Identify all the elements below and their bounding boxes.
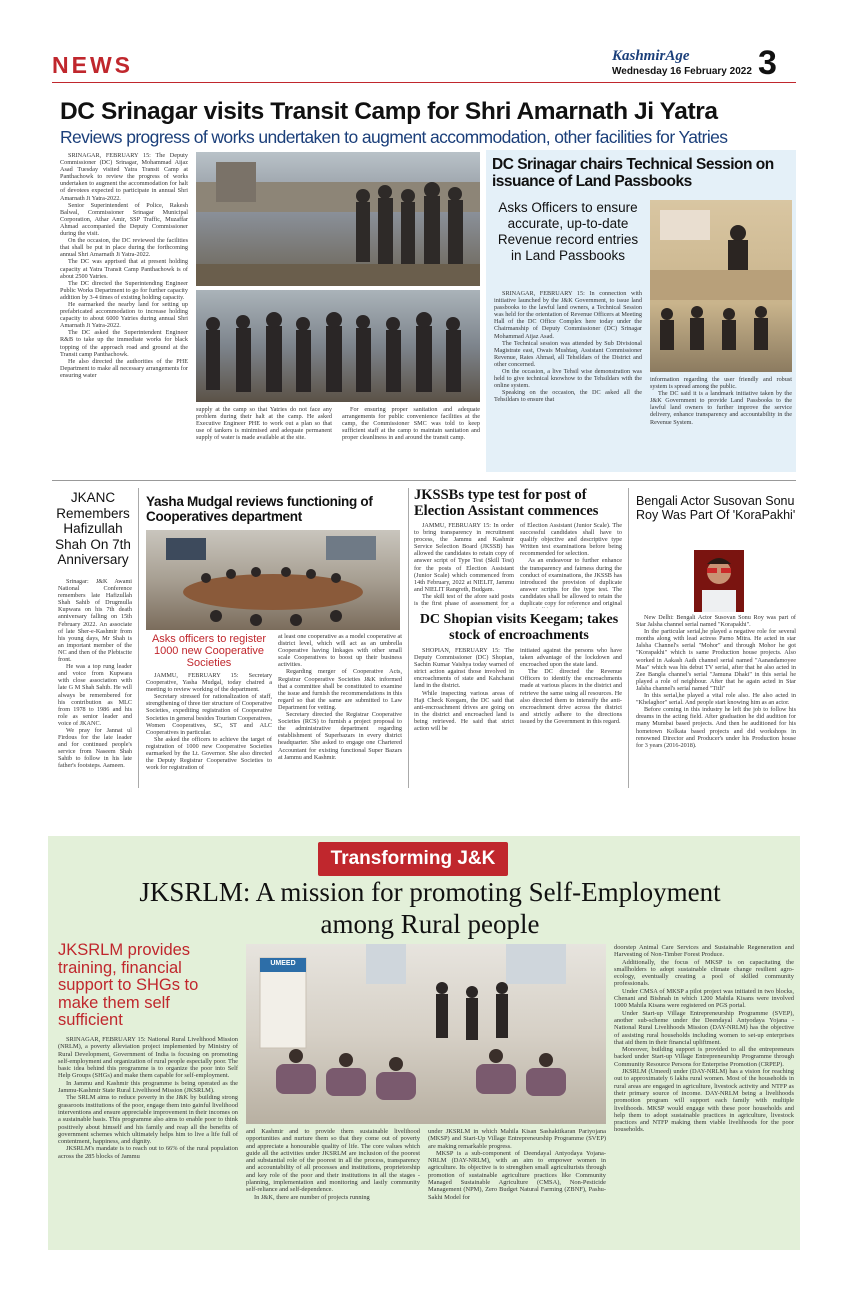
paragraph: In J&K, there are number of projects running bbox=[254, 1193, 370, 1201]
lead-subheadline: Reviews progress of works undertaken to augment accommodation, other facilities for Yatries bbox=[60, 127, 728, 147]
group-silhouettes bbox=[196, 152, 480, 286]
shg-training-photo bbox=[246, 944, 606, 1124]
umeed-banner-sign: UMEED bbox=[270, 960, 296, 967]
paragraph: The Technical session was attended by Sub Divisional Magistrate east, Owais Mushtaq, Assistant Commissioner Revenue, Raies Ahmad, all Tehsildars of the District and other concerned. bbox=[494, 339, 642, 368]
jksrlm-column-1 bbox=[58, 1036, 238, 1244]
paper-logo: KashmirAge bbox=[612, 48, 690, 64]
paragraph: The SRLM aims to reduce poverty in the J&K by building strong grassroots institutions of the poor, engage them into gainful livelihood interventions and ensure appreciable improvement in their incomes on a sustainable basis. This programme also aims to enable poor to think positively about himself and his family and reap all the benefits of government schemes which ultimately helps him to live a life full of contentment, happiness, and dignity. bbox=[58, 1094, 238, 1146]
paragraph: The DC was apprised that at present holding capacity at Yatra Transit Camp Panthachowk is of about 2500 Yatries. bbox=[60, 258, 188, 280]
paragraph: Additionally, the focus of MKSP is on capacitating the smallholders to adopt sustainable climate change resilient agro-ecology, eventually creating a pool of skilled community professionals. bbox=[614, 958, 794, 988]
paragraph: Secretary stressed for rationalization of staff, strengthening of three tier structure of Cooperative Societies, expediting registration of Cooperative Societies in general besides Tourism Cooperatives, Women Cooperatives, SC, ST and ALC Cooperatives in particular. bbox=[146, 693, 272, 736]
section-divider bbox=[52, 480, 796, 481]
paragraph: doorstep Animal Care Services and Sustainable Regeneration and Harvesting of Non-Timber Forest Produce. bbox=[614, 944, 794, 959]
paragraph: He was a top rung leader and voice from Kupwara with close association with late G M Shah Sahib. He will always be remembered for his contribution as MLC from 1978 to 1986 and his role as senior leader and voice of JKANC. bbox=[58, 663, 132, 727]
paragraph: information regarding the user friendly and robust system is spread among the public. bbox=[650, 376, 792, 391]
paragraph: JKSRLM (Umeed) under (DAY-NRLM) has a vision for reaching out to approximately 6 lakhs rural women. Most of the households in rural areas are engaged in agriculture, livestock activity and NTFP as their primary source of income. DAY-NRLM being a livelihoods promotion program will support each family with multiple livelihoods. MKSP would engage with these poor households and help them to adopt sustainable practices in agriculture, livestock practices and NTFP making them viable livelihoods for the poor households. bbox=[614, 1068, 794, 1134]
paragraph: at least one cooperative as a model cooperative at district level, which will act as an umbrella Cooperative having linkages with other small scale Cooperatives to boost up their business activities. bbox=[278, 633, 402, 669]
masthead-rule bbox=[52, 82, 796, 83]
paragraph: The skill test of the afore said posts is the first phase of assessment for a bbox=[414, 592, 514, 608]
jkssb-headline: JKSSBs type test for post of Election Assistant commences bbox=[414, 487, 599, 519]
jkssb-column-1 bbox=[414, 522, 514, 608]
paragraph: Under Start-up Village Entrepreneurship Programme (SVEP), another sub-scheme under the Deendayal Antyodaya Yojana - National Rural Livelihoods Mission (DAY-NRLM) has the objective of assisting rural households including women to set-up enterprises that aid them in their financial upliftment. bbox=[614, 1009, 794, 1046]
lead-column-1 bbox=[60, 152, 188, 470]
yasha-deck: Asks officers to register 1000 new Cooperative Societies bbox=[151, 633, 267, 669]
lead-column-3 bbox=[342, 406, 480, 470]
paragraph: For ensuring proper sanitation and adequate arrangements for public convenience facilities at the camp, the Commissioner SMC was told to keep sufficient staff at the camp to maintain sanitation and proper cleanliness in and around the transit camp. bbox=[342, 406, 480, 442]
cooperative-meeting-photo bbox=[146, 530, 400, 630]
paragraph: Speaking on the occasion, the DC asked all the Tehsildars to ensure that bbox=[494, 389, 642, 404]
paragraph: He also directed the authorities of the PHE Department to make all necessary arrangements for ensuring water bbox=[60, 357, 188, 379]
paragraph: He earmarked the nearby land for setting up prefabricated accommodation to increase holding capacity to about 6000 Yatries during annual Shri Amarnath Ji Yatra-2022. bbox=[60, 300, 188, 330]
meeting-hall-scene bbox=[650, 200, 792, 372]
paragraph: The DC directed the Superintending Engineer Public Works Department to go for further capacity addition by 3-4 times of existing holding capacity. bbox=[60, 279, 188, 301]
officials-silhouettes bbox=[196, 290, 480, 402]
paragraph: Secretary directed the Registrar Cooperative Societies (RCS) to furnish a project proposal to the administrative department regarding establishment of Superbazars in every district headquarter. She asked to engage one Chartered Accountant for existing functional Super Bazars at Jammu and Kashmir. bbox=[278, 711, 402, 761]
paragraph: Before coming in this industry he left the job to follow his dreams in the acting field. After graduation he did audition for many Mumbai based projects. And then he auditioned for his hometown Kolkata based projects and did workshops in renowned Director and Producer's under his Production house for 3 years (2016-2018). bbox=[636, 706, 796, 749]
transit-camp-photo-bottom bbox=[196, 290, 480, 402]
paragraph: On the occasion, a live Tehsil wise demonstration was held to give technical knowhow to the Tehsildars with the online system. bbox=[494, 368, 642, 390]
paragraph: As an endeavour to further enhance the transparency and fairness during the conduct of examinations, the JKSSB has introduced the provision of duplicate answer scripts for the type test. The candidates shall be allowed to retain the duplicate copy for reference and original bbox=[520, 557, 622, 608]
paragraph: Under CMSA of MKSP a pilot project was initiated in two blocks, Chenani and Bishnah in which 1200 Mahila Kisans were involved 1000 Mahila Kisans were registered on PGS portal. bbox=[614, 987, 794, 1010]
yasha-headline: Yasha Mudgal reviews functioning of Cooperatives department bbox=[146, 494, 373, 524]
portrait-figure bbox=[694, 550, 744, 612]
paragraph: The DC directed the Revenue Officers to identify the encroachments made at various places in the district and retrieve the same using all resources. He also directed them to intensify the anti-encroachment drive across the district and strictly adhere to the directions issued by the Government in this regard. bbox=[520, 668, 622, 725]
passbook-column-1 bbox=[494, 290, 642, 470]
paragraph: While inspecting various areas of Haji Check Keegam, the DC said that anti-encroachment drives are going on in the district and encroached land is being retrieved. He said that strict action will be bbox=[414, 689, 514, 733]
paragraph: New Delhi: Bengali Actor Susovan Sonu Roy was part of Star Jalsha channel serial named "Korapakhi". bbox=[636, 614, 796, 629]
paragraph: JAMMU, FEBRUARY 15: Secretary Cooperative, Yasha Mudgal, today chaired a meeting to review working of the department. bbox=[146, 672, 272, 694]
column-rule bbox=[408, 488, 409, 788]
yasha-column-2 bbox=[278, 633, 402, 780]
yasha-column-1 bbox=[146, 672, 272, 780]
paragraph: In this serial,he played a vital role also. He also acted in "Khelaghor" serial. And people start knowing him as an actor. bbox=[636, 692, 796, 707]
paragraph: MKSP is a sub-component of Deendayal Antyodaya Yojana-NRLM (DAY-NRLM), with an aim to empower women in agriculture. Its objective is to strengthen small agriculturists through promotion of sustainable agriculture practices like Community Managed Sustainable Agriculture (CMSA), Non-Pesticide Management (NPM), Zero Budget Natural Farming (ZBNF), Pashu-Sakhi Model for bbox=[428, 1149, 606, 1201]
shopian-column-2 bbox=[520, 647, 622, 780]
paragraph: and Kashmir and to provide them sustainable livelihood opportunities and nurture them so that they come out of poverty and appreciate a honourable quality of life. The core values which guide all the activities under JKSRLM are inclusion of the poorest and substantial role of the poorest in all the process, transparency and accountability of all processes and institutions, proprietorship and key role of the poor and their institutions in all the stages - planning, implementation and monitoring and lastly community self-reliance and self-dependence. bbox=[246, 1128, 420, 1194]
passbook-deck: Asks Officers to ensure accurate, up-to-date Revenue record entries in Land Passbooks bbox=[497, 200, 639, 263]
bengali-body bbox=[636, 614, 796, 784]
paragraph: initiated against the persons who have taken advantage of the lockdown and encroached upon the state land. bbox=[520, 647, 622, 669]
jksrlm-column-4 bbox=[614, 944, 794, 1244]
transit-camp-photo-top bbox=[196, 152, 480, 286]
paragraph: supply at the camp so that Yatries do not face any problem during their halt at the camp. He asked Executive Engineer PHE to work out a plan so that use of tankers is minimised and adequate permanent supply of water is made available at the site. bbox=[196, 406, 332, 442]
jkanc-body bbox=[58, 578, 132, 774]
jksrlm-deck: JKSRLM provides training, financial support to SHGs to make them self sufficient bbox=[58, 941, 199, 1029]
paragraph: She asked the officers to achieve the target of registration of 1000 new Cooperative Societies earmarked by the Lt. Governor. She also directed the Deputy Registrar Cooperative Societies to work for registration of bbox=[146, 735, 272, 772]
paragraph: SRINAGAR, FEBRUARY 15: In connection with initiative launched by the J&K Government, to issue land passbooks to the lawful land owners, a Technical Session was held for the orientation of Revenue Officers at Meeting Hall of the DC Office Complex here today under the Chairmanship of Deputy Commissioner (DC) Srinagar Mohammad Aijaz Asad. bbox=[494, 290, 642, 340]
actor-portrait bbox=[694, 550, 744, 612]
lead-column-2 bbox=[196, 406, 332, 470]
column-rule bbox=[628, 488, 629, 788]
issue-date: Wednesday 16 February 2022 bbox=[612, 66, 752, 77]
bengali-headline: Bengali Actor Susovan Sonu Roy Was Part Of 'KoraPakhi' bbox=[636, 494, 796, 522]
paragraph: Regarding merger of Cooperative Acts, Registrar Cooperative Societies J&K informed that a committee shall be constituted to examine the issue and furnish the recommendations in this regard so that the same are submitted to Law Department for vetting. bbox=[278, 668, 402, 711]
paragraph: Moreover, building support is provided to all the entrepreneurs backed under Start-up Village Entrepreneurship Programme through Community Resource Persons for Enterprise Promotion (CRPEP). bbox=[614, 1046, 794, 1068]
paragraph: Srinagar: J&K Awami National Conference remembers late Hafizullah Shah Sahib of Drugmulla Kupwara on his 7th death anniversary falling on 15th February 2022. An associate of late Sher-e-Kashmir from his young days, Mr Shah is an important member of the NC and then of the Plebiscite front. bbox=[58, 578, 132, 664]
jksrlm-column-3 bbox=[428, 1128, 606, 1244]
paragraph: We pray for Jannat ul Firdous for the late leader and for continued people's service from Naseem Shah Sahib to follow in his late father's footsteps. Aameen. bbox=[58, 726, 132, 770]
technical-session-photo bbox=[650, 200, 792, 372]
shopian-headline: DC Shopian visits Keegam; takes stock of encroachments bbox=[419, 612, 619, 643]
paragraph: under JKSRLM in which Mahila Kisan Sashaktikaran Pariyojana (MKSP) and Start-Up Village Entrepreneurship Programme (SVEP) are making remarkable progress. bbox=[428, 1128, 606, 1150]
jkssb-column-2 bbox=[520, 522, 622, 608]
training-hall-scene bbox=[246, 944, 606, 1124]
jksrlm-headline: JKSRLM: A mission for promoting Self-Employment among Rural people bbox=[139, 877, 721, 939]
paragraph: SHOPIAN, FEBRUARY 15: The Deputy Commissioner (DC) Shopian, Sachin Kumar Vaishya today warned of strict action against those involved in encroachments of state and Kahcharai land in the district. bbox=[414, 647, 514, 690]
passbook-column-2 bbox=[650, 376, 792, 470]
paragraph: JAMMU, FEBRUARY 15: In order to bring transparency in recruitment process, the Jammu and Kashmir Service Selection Board (JKSSB) has allowed the candidates to retain copy of answer script of Type Test (Skill Test) for the posts of Election Assistant (Junior Scale) which commenced from 14th February, 2022 at NIELIT, Jammu and NIELIT Rangreth, Budgam. bbox=[414, 522, 514, 593]
paragraph: In the particular serial,he played a negative role for several months along with lead actress Parno Mitra. He acted in star Jalsha Channel's serial "Mohor" and through Mohor he got "Korapakhi" which is same Production house projects. Also worked in Aakash Aath channel serial named "Aanandamoyee Maa" which was his debut TV serial, after that he also acted in Zee Bangla channel's serial "Jamuna Dhaki" in this serial he played a role of neighbour. After that he again acted in Star Jalsha channel's serial named "Titli" bbox=[636, 628, 796, 692]
jksrlm-column-2 bbox=[246, 1128, 420, 1244]
page-number: 3 bbox=[758, 44, 777, 82]
conference-table bbox=[146, 530, 400, 630]
column-rule bbox=[138, 488, 139, 788]
paragraph: The DC said it is a landmark initiative taken by the J&K Government to provide Land Passbooks to the lawful land owners to further improve the service delivery, enhance transparency and accountability in the Revenue System. bbox=[650, 390, 792, 426]
transforming-banner: Transforming J&K bbox=[318, 842, 508, 876]
paragraph: SRINAGAR, FEBRUARY 15: National Rural Livelihood Mission (NRLM), a poverty alleviation project implemented by Ministry of Rural Development, Government of India is focusing on promoting self-employment and organization of rural people especially poor. The basic idea behind this programme is to organize the poor into Self Help Groups (SHGs) and make them capable for self-employment. bbox=[58, 1036, 238, 1080]
jkanc-headline: JKANC Remembers Hafizullah Shah On 7th Anniversary bbox=[55, 490, 131, 567]
paragraph: In Jammu and Kashmir this programme is being operated as the Jammu-Kashmir State Rural Livelihood Mission (JKSRLM). bbox=[58, 1079, 238, 1095]
paragraph: SRINAGAR, FEBRUARY 15: The Deputy Commissioner (DC) Srinagar, Mohammad Aijaz Asad Tuesday visited Yatra Transit Camp at Panthachowk to review the progress of works undertaken to augment the accommodation for halt of devotees expected to participate in annual Shri Amarnath Ji Yatra-2022. bbox=[60, 152, 188, 202]
section-label: NEWS bbox=[52, 52, 133, 78]
paragraph: of Election Assistant (Junior Scale). The successful candidates shall have to qualify objective and descriptive type Written test examinations before being recommended for selection. bbox=[520, 522, 622, 558]
paragraph: On the occasion, the DC reviewed the facilities that shall be put in place during the forthcoming annual Shri Amarnath Ji Yatra-2022. bbox=[60, 237, 188, 259]
paragraph: JKSRLM's mandate is to reach out to 66% of the rural population across the 285 blocks of Jammu bbox=[58, 1145, 238, 1160]
paragraph: Senior Superintendent of Police, Rakesh Balwal, Commissioner Srinagar Municipal Corporation, Athar Amir, SSP Traffic, Muzaffar Ahmad accompanied the Deputy Commissioner during the visit. bbox=[60, 201, 188, 238]
passbook-headline: DC Srinagar chairs Technical Session on issuance of Land Passbooks bbox=[492, 156, 774, 190]
paragraph: The DC asked the Superintendent Engineer R&B to take up the immediate works for black topping of the approach road and ground at the Transit camp Panthachowk. bbox=[60, 329, 188, 358]
shopian-column-1 bbox=[414, 647, 514, 780]
lead-headline: DC Srinagar visits Transit Camp for Shri Amarnath Ji Yatra bbox=[60, 98, 718, 125]
